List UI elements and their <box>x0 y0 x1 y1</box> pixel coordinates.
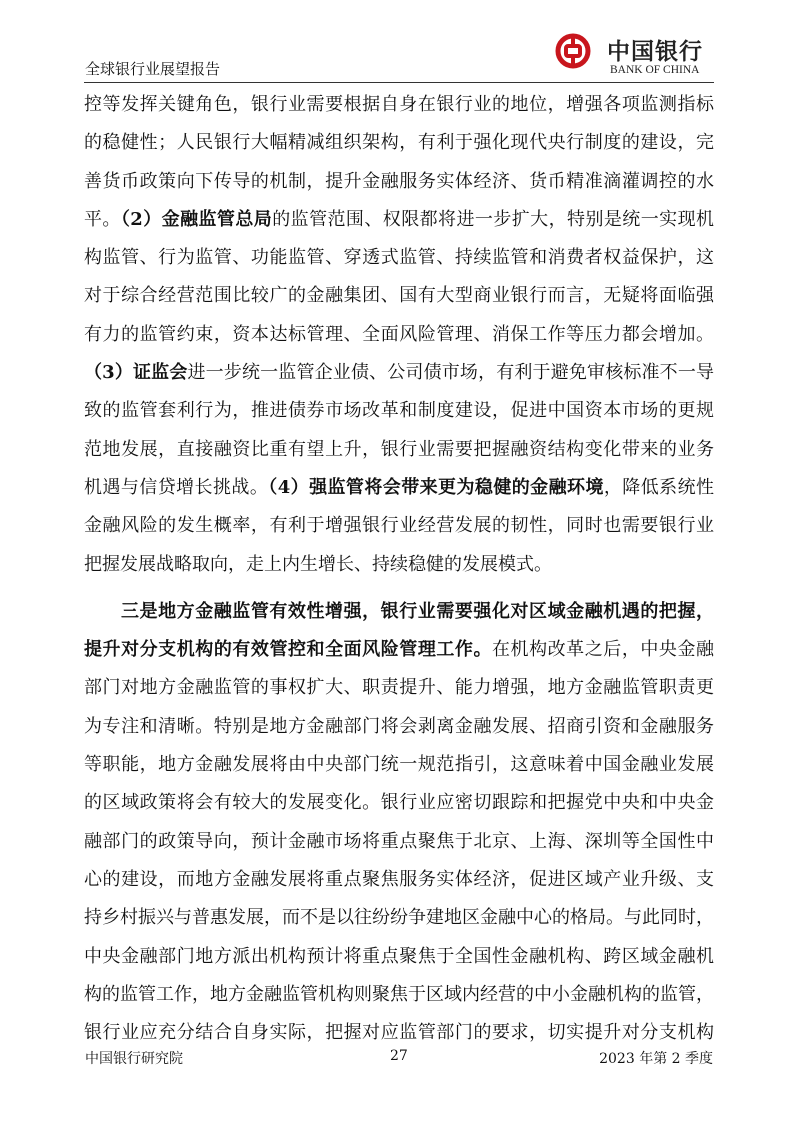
paragraph <box>84 593 714 1053</box>
text-run: 把握发展战略取向，走上内生增长、持续稳健的发展模式。 <box>84 553 552 575</box>
bold-text: （4）强监管将会带来更为稳健的金融环境 <box>268 476 604 498</box>
text-line <box>84 392 714 430</box>
text-run: 中央金融部门地方派出机构预计将重点聚焦于全国性金融机构、跨区域金融机 <box>84 945 714 967</box>
text-run: 控等发挥关键角色，银行业需要根据自身在银行业的地位，增强各项监测指标 <box>84 94 714 115</box>
text-line <box>84 431 714 469</box>
text-line <box>84 546 714 584</box>
text-run: 的区域政策将会有较大的发展变化。银行业应密切跟踪和把握党中央和中央金 <box>84 792 714 814</box>
bold-text: 三是地方金融监管有效性增强，银行业需要强化对区域金融机遇的把握， <box>121 600 714 622</box>
text-run: 范地发展，直接融资比重有望上升，银行业需要把握融资结构变化带来的业务 <box>84 438 714 460</box>
text-line <box>84 746 714 784</box>
footer-organization: 中国银行研究院 <box>85 1051 183 1067</box>
text-line <box>84 669 714 707</box>
text-run: 银行业应充分结合自身实际，把握对应监管部门的要求，切实提升对分支机构 <box>84 1022 714 1044</box>
text-line <box>84 976 714 1014</box>
text-run: 善货币政策向下传导的机制，提升金融服务实体经济、货币精准滴灌调控的水 <box>84 170 714 192</box>
text-run: 持乡村振兴与普惠发展，而不是以往纷纷争建地区金融中心的格局。与此同时， <box>84 907 714 929</box>
text-line <box>84 469 714 507</box>
text-line <box>84 938 714 976</box>
text-run: 等职能，地方金融发展将由中央部门统一规范指引，这意味着中国金融业发展 <box>84 754 714 776</box>
text-run: 构的监管工作，地方金融监管机构则聚焦于区域内经营的中小金融机构的监管， <box>84 983 714 1005</box>
page-number: 27 <box>390 1048 408 1064</box>
bold-text: （3）证监会 <box>84 362 188 384</box>
text-line <box>84 239 714 277</box>
text-line <box>84 316 714 354</box>
text-line <box>84 861 714 899</box>
text-line <box>84 708 714 746</box>
text-run: 致的监管套利行为，推进债券市场改革和制度建设，促进中国资本市场的更规 <box>84 400 714 422</box>
text-run: 进一步统一监管企业债、公司债市场，有利于避免审核标准不一导 <box>187 362 715 384</box>
text-run: 为专注和清晰。特别是地方金融部门将会剥离金融发展、招商引资和金融服务 <box>84 715 714 737</box>
text-run: 的监管范围、权限都将进一步扩大，特别是统一实现机 <box>272 208 715 230</box>
text-run: 对于综合经营范围比较广的金融集团、国有大型商业银行而言，无疑将面临强 <box>84 285 714 307</box>
text-line <box>84 277 714 315</box>
text-run: 机遇与信贷增长挑战。 <box>84 476 269 498</box>
text-line <box>84 354 714 392</box>
text-line <box>84 86 714 124</box>
footer-period: 2023 年第 2 季度 <box>599 1051 713 1067</box>
text-line <box>84 124 714 162</box>
report-title: 全球银行业展望报告 <box>85 60 221 78</box>
bank-of-china-logo <box>553 33 713 79</box>
document-body <box>84 86 714 1061</box>
logo-chinese-name: 中国银行 <box>607 38 703 65</box>
paragraph <box>84 86 714 584</box>
bold-text: 提升对分支机构的有效管控和全面风险管理工作。 <box>84 639 492 661</box>
text-line <box>84 507 714 545</box>
text-run: 构监管、行为监管、功能监管、穿透式监管、持续监管和消费者权益保护，这 <box>84 247 714 269</box>
bold-text: （2）金融监管总局 <box>120 208 273 230</box>
text-run: 金融风险的发生概率，有利于增强银行业经营发展的韧性，同时也需要银行业 <box>84 515 714 537</box>
text-line <box>84 631 714 669</box>
text-run: 部门对地方金融监管的事权扩大、职责提升、能力增强，地方金融监管职责更 <box>84 677 714 699</box>
bank-of-china-emblem-icon <box>555 33 591 69</box>
text-line <box>84 163 714 201</box>
text-line <box>84 593 714 631</box>
text-line <box>84 1014 714 1052</box>
header-divider <box>84 82 714 83</box>
text-line <box>84 201 714 239</box>
text-run: 心的建设，而地方金融发展将重点聚焦服务实体经济，促进区域产业升级、支 <box>84 868 714 890</box>
text-line <box>84 823 714 861</box>
text-run: 的稳健性；人民银行大幅精减组织架构，有利于强化现代央行制度的建设，完 <box>84 132 714 154</box>
text-run: ，降低系统性 <box>603 476 715 498</box>
logo-english-name: BANK OF CHINA <box>610 64 700 76</box>
text-run: 融部门的政策导向，预计金融市场将重点聚焦于北京、上海、深圳等全国性中 <box>84 830 714 852</box>
text-line <box>84 784 714 822</box>
text-run: 在机构改革之后，中央金融 <box>492 639 714 661</box>
text-run: 有力的监管约束，资本达标管理、全面风险管理、消保工作等压力都会增加。 <box>84 323 714 345</box>
text-run: 平。 <box>84 208 121 230</box>
text-line <box>84 899 714 937</box>
